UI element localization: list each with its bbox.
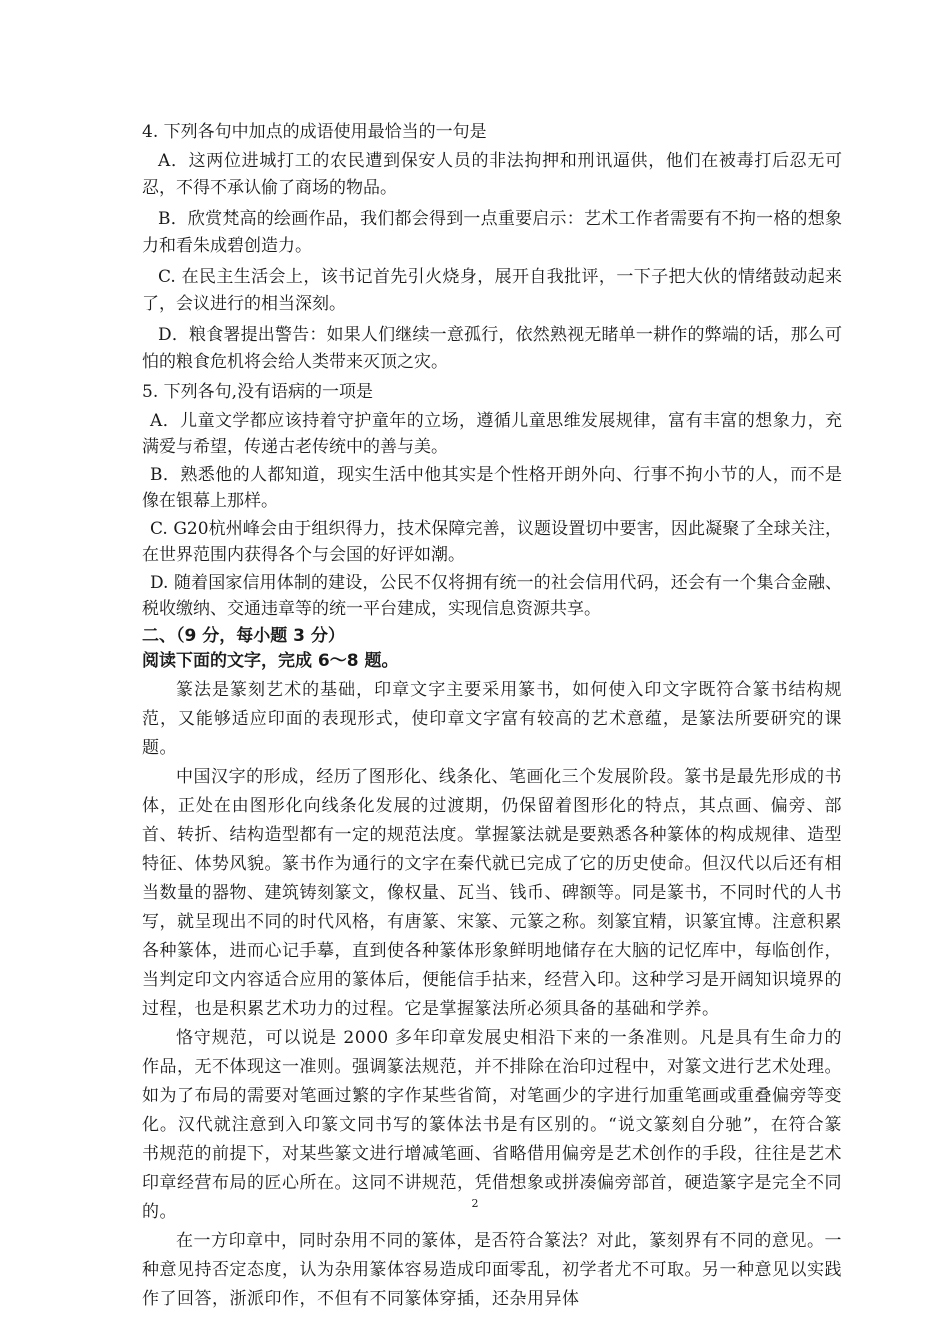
reading-passage [142, 676, 842, 1314]
page-number: 2 [471, 1197, 479, 1210]
question-4 [142, 120, 842, 376]
option-a: A．这两位进城打工的农民遭到保安人员的非法拘押和刑讯逼供，他们在被毒打后忍无可忍，不得不承认偷了商场的物品。 [142, 151, 842, 198]
page-content [142, 120, 842, 1314]
section-instruction: 阅读下面的文字，完成 6～8 题。 [142, 651, 399, 671]
option-d: D．粮食署提出警告：如果人们继续一意孤行，依然熟视无睹单一耕作的弊端的话，那么可怕的粮食危机将会给人类带来灭顶之灾。 [142, 325, 842, 372]
option-d: D. 随着国家信用体制的建设，公民不仅将拥有统一的社会信用代码，还会有一个集合金融、税收缴纳、交通违章等的统一平台建成，实现信息资源共享。 [142, 573, 842, 619]
question-title: 5. 下列各句,没有语病的一项是 [142, 382, 374, 402]
option-c: C. 在民主生活会上，该书记首先引火烧身，展开自我批评，一下子把大伙的情绪鼓动起来了，会议进行的相当深刻。 [142, 267, 842, 314]
passage-paragraph: 恪守规范，可以说是 2000 多年印章发展史相沿下来的一条准则。凡是具有生命力的作品，无不体现这一准则。强调篆法规范，并不排除在治印过程中，对篆文进行艺术处理。如为了布局的需要对笔画过繁的字作某些省简，对笔画少的字进行加重笔画或重叠偏旁等变化。汉代就注意到入印篆文同书写的篆体法书是有区别的。“说文篆刻自分驰”，在符合篆书规范的前提下，对某些篆文进行增减笔画、省略借用偏旁是艺术创作的手段，往往是艺术印章经营布局的匠心所在。这同不讲规范，凭借想象或拼凑偏旁部首，硬造篆字是完全不同的。 [142, 1028, 842, 1222]
option-a: A．儿童文学都应该持着守护童年的立场，遵循儿童思维发展规律，富有丰富的想象力，充满爱与希望，传递古老传统中的善与美。 [142, 411, 842, 457]
option-b: B．熟悉他的人都知道，现实生活中他其实是个性格开朗外向、行事不拘小节的人，而不是像在银幕上那样。 [142, 465, 842, 511]
passage-paragraph: 中国汉字的形成，经历了图形化、线条化、笔画化三个发展阶段。篆书是最先形成的书体，正处在由图形化向线条化发展的过渡期，仍保留着图形化的特点，其点画、偏旁、部首、转折、结构造型都有一定的规范法度。掌握篆法就是要熟悉各种篆体的构成规律、造型特征、体势风貌。篆书作为通行的文字在秦代就已完成了它的历史使命。但汉代以后还有相当数量的器物、建筑铸刻篆文，像权量、瓦当、钱币、碑额等。同是篆书，不同时代的人书写，就呈现出不同的时代风格，有唐篆、宋篆、元篆之称。刻篆宜精，识篆宜博。注意积累各种篆体，进而心记手摹，直到使各种篆体形象鲜明地储存在大脑的记忆库中，每临创作，当判定印文内容适合应用的篆体后，便能信手拈来，经营入印。这种学习是开阔知识境界的过程，也是积累艺术功力的过程。它是掌握篆法所必须具备的基础和学养。 [142, 767, 842, 1019]
option-c: C. G20杭州峰会由于组织得力，技术保障完善，议题设置切中要害，因此凝聚了全球关注，在世界范围内获得各个与会国的好评如潮。 [142, 519, 842, 565]
section-2 [142, 624, 842, 674]
passage-paragraph: 篆法是篆刻艺术的基础，印章文字主要采用篆书，如何使入印文字既符合篆书结构规范，又能够适应印面的表现形式，使印章文字富有较高的艺术意蕴，是篆法所要研究的课题。 [142, 680, 842, 758]
option-b: B．欣赏梵高的绘画作品，我们都会得到一点重要启示：艺术工作者需要有不拘一格的想象力和看朱成碧创造力。 [142, 209, 842, 256]
question-title: 4. 下列各句中加点的成语使用最恰当的一句是 [142, 122, 487, 142]
question-5 [142, 380, 842, 622]
section-title: 二、（9 分，每小题 3 分） [142, 626, 345, 646]
passage-paragraph: 在一方印章中，同时杂用不同的篆体，是否符合篆法？对此，篆刻界有不同的意见。一种意见持否定态度，认为杂用篆体容易造成印面零乱，初学者尤不可取。另一种意见以实践作了回答，浙派印作，不但有不同篆体穿插，还杂用异体 [142, 1231, 842, 1309]
